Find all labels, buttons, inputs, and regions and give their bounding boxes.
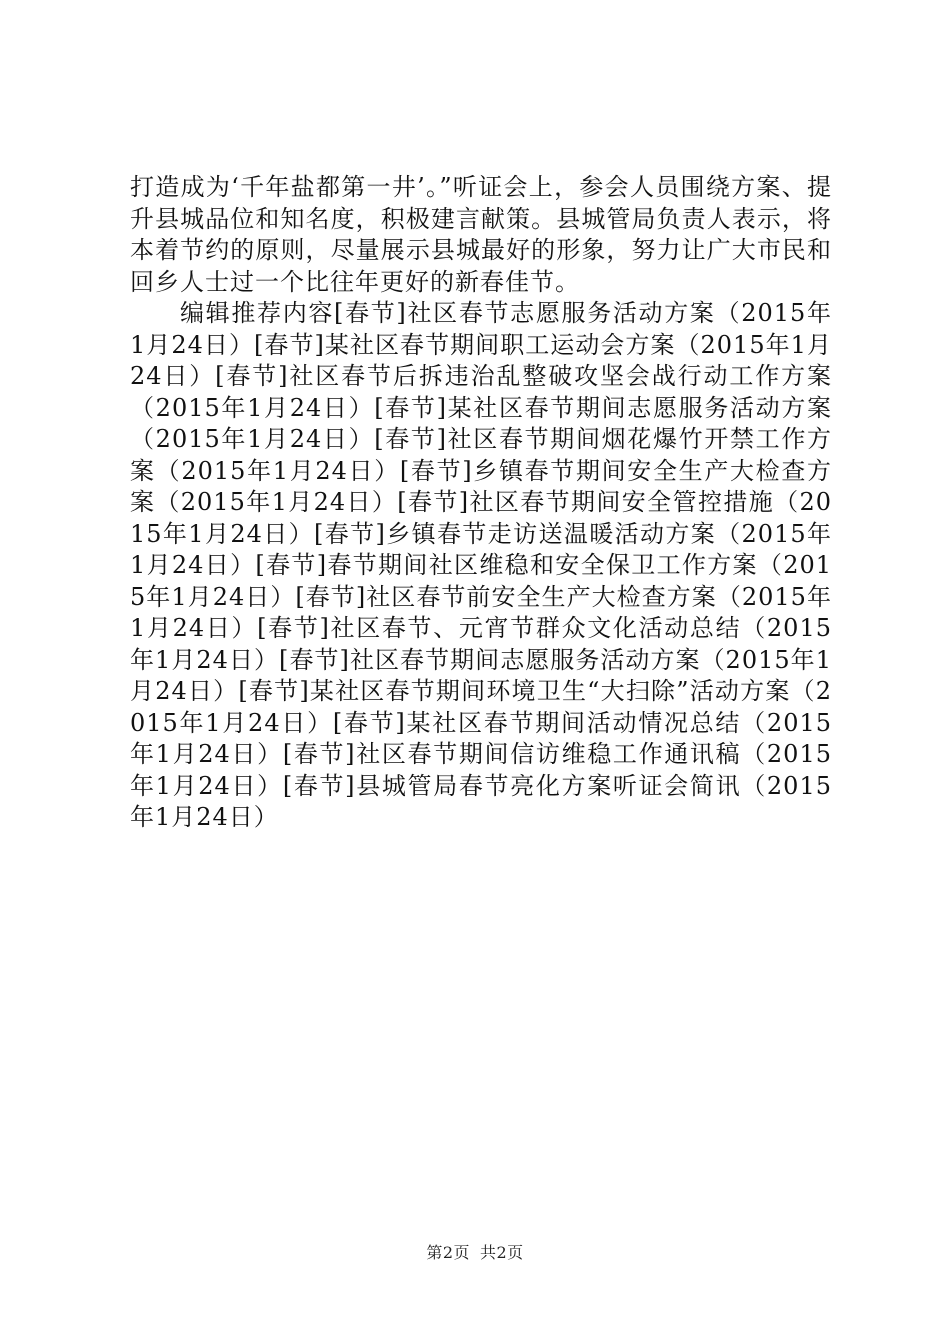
paragraph-recommended-content: 编辑推荐内容[春节]社区春节志愿服务活动方案（2015年1月24日）[春节]某社区春节期间职工运动会方案（2015年1月24日）[春节]社区春节后拆违治乱整破攻坚会战行动工作方案（2015年1月24日）[春节]某社区春节期间志愿服务活动方案（2015年1月24日）[春节]社区春节期间烟花爆竹开禁工作方案（2015年1月24日）[春节]乡镇春节期间安全生产大检查方案（2015年1月24日）[春节]社区春节期间安全管控措施（2015年1月24日）[春节]乡镇春节走访送温暖活动方案（2015年1月24日）[春节]春节期间社区维稳和安全保卫工作方案（2015年1月24日）[春节]社区春节前安全生产大检查方案（2015年1月24日）[春节]社区春节、元宵节群众文化活动总结（2015年1月24日）[春节]社区春节期间志愿服务活动方案（2015年1月24日）[春节]某社区春节期间环境卫生“大扫除”活动方案（2015年1月24日）[春节]某社区春节期间活动情况总结（2015年1月24日）[春节]社区春节期间信访维稳工作通讯稿（2015年1月24日）[春节]县城管局春节亮化方案听证会简讯（2015年1月24日） (130, 299, 832, 831)
paragraph-hearing-summary: 打造成为‘千年盐都第一井’。”听证会上，参会人员围绕方案、提升县城品位和知名度，积极建言献策。县城管局负责人表示，将本着节约的原则，尽量展示县城最好的形象，努力让广大市民和回乡人士过一个比往年更好的新春佳节。 (130, 173, 832, 296)
page-number-current: 第2页 (426, 1243, 470, 1262)
page-footer (0, 1242, 950, 1264)
page-number-total: 共2页 (480, 1243, 524, 1262)
document-body (130, 172, 832, 834)
